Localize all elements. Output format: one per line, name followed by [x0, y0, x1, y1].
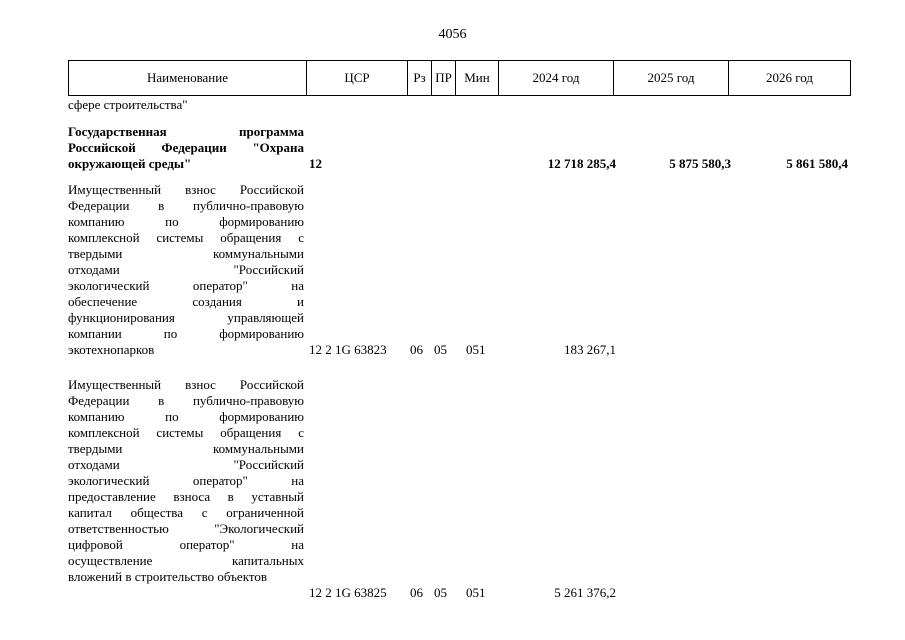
program-2026: 5 861 580,4	[786, 156, 848, 171]
row-name-line: отходами "Российский	[68, 262, 304, 277]
row-name-line: обеспечение создания и	[68, 294, 304, 309]
row-name-line: отходами "Российский	[68, 457, 304, 472]
program-2025: 5 875 580,3	[669, 156, 731, 171]
program-name-line: окружающей среды"	[68, 156, 192, 171]
column-header-2025: 2025 год	[614, 61, 729, 96]
row-name-line: вложений в строительство объектов	[68, 569, 267, 584]
row-name-line: экологический оператор" на	[68, 473, 304, 488]
column-header-2026: 2026 год	[729, 61, 851, 96]
program-csr: 12	[309, 156, 322, 171]
row-name-line: цифровой оператор" на	[68, 537, 304, 552]
row-1-min: 051	[466, 342, 486, 357]
program-name-line: Государственная программа	[68, 124, 304, 139]
row-1-name	[68, 182, 304, 358]
column-header-csr: ЦСР	[307, 61, 408, 96]
row-2-rz: 06	[410, 585, 423, 600]
row-name-line: компанию по формированию	[68, 409, 304, 424]
row-1-csr: 12 2 1G 63823	[309, 342, 387, 357]
row-name-line: твердыми коммунальными	[68, 441, 304, 456]
continuation-text: сфере строительства"	[68, 97, 188, 112]
row-name-line: комплексной системы обращения с	[68, 230, 304, 245]
row-2-pr: 05	[434, 585, 447, 600]
row-name-line: Федерации в публично-правовую	[68, 393, 304, 408]
row-name-line: осуществление капитальных	[68, 553, 304, 568]
row-name-line: Имущественный взнос Российской	[68, 182, 304, 197]
row-2-2024: 5 261 376,2	[554, 585, 616, 600]
row-1-2024: 183 267,1	[564, 342, 616, 357]
row-name-line: ответственностью "Экологический	[68, 521, 304, 536]
row-2-csr: 12 2 1G 63825	[309, 585, 387, 600]
program-name-line: Российской Федерации "Охрана	[68, 140, 304, 155]
row-name-line: Имущественный взнос Российской	[68, 377, 304, 392]
row-name-line: капитал общества с ограниченной	[68, 505, 304, 520]
row-name-line: экологический оператор" на	[68, 278, 304, 293]
row-1-pr: 05	[434, 342, 447, 357]
row-name-line: функционирования управляющей	[68, 310, 304, 325]
program-2024: 12 718 285,4	[547, 156, 616, 171]
column-header-2024: 2024 год	[499, 61, 614, 96]
table-header	[68, 60, 851, 96]
column-header-min: Мин	[456, 61, 499, 96]
row-1-rz: 06	[410, 342, 423, 357]
column-header-pr: ПР	[432, 61, 456, 96]
row-name-line: компании по формированию	[68, 326, 304, 341]
row-2-name	[68, 377, 304, 585]
row-name-line: компанию по формированию	[68, 214, 304, 229]
row-name-line: Федерации в публично-правовую	[68, 198, 304, 213]
row-name-line: экотехнопарков	[68, 342, 155, 357]
row-name-line: твердыми коммунальными	[68, 246, 304, 261]
column-header-rz: Рз	[408, 61, 432, 96]
page-number: 4056	[438, 27, 467, 42]
row-name-line: комплексной системы обращения с	[68, 425, 304, 440]
row-name-line: предоставление взноса в уставный	[68, 489, 304, 504]
column-header-name: Наименование	[69, 61, 307, 96]
row-2-min: 051	[466, 585, 486, 600]
program-name	[68, 124, 304, 172]
